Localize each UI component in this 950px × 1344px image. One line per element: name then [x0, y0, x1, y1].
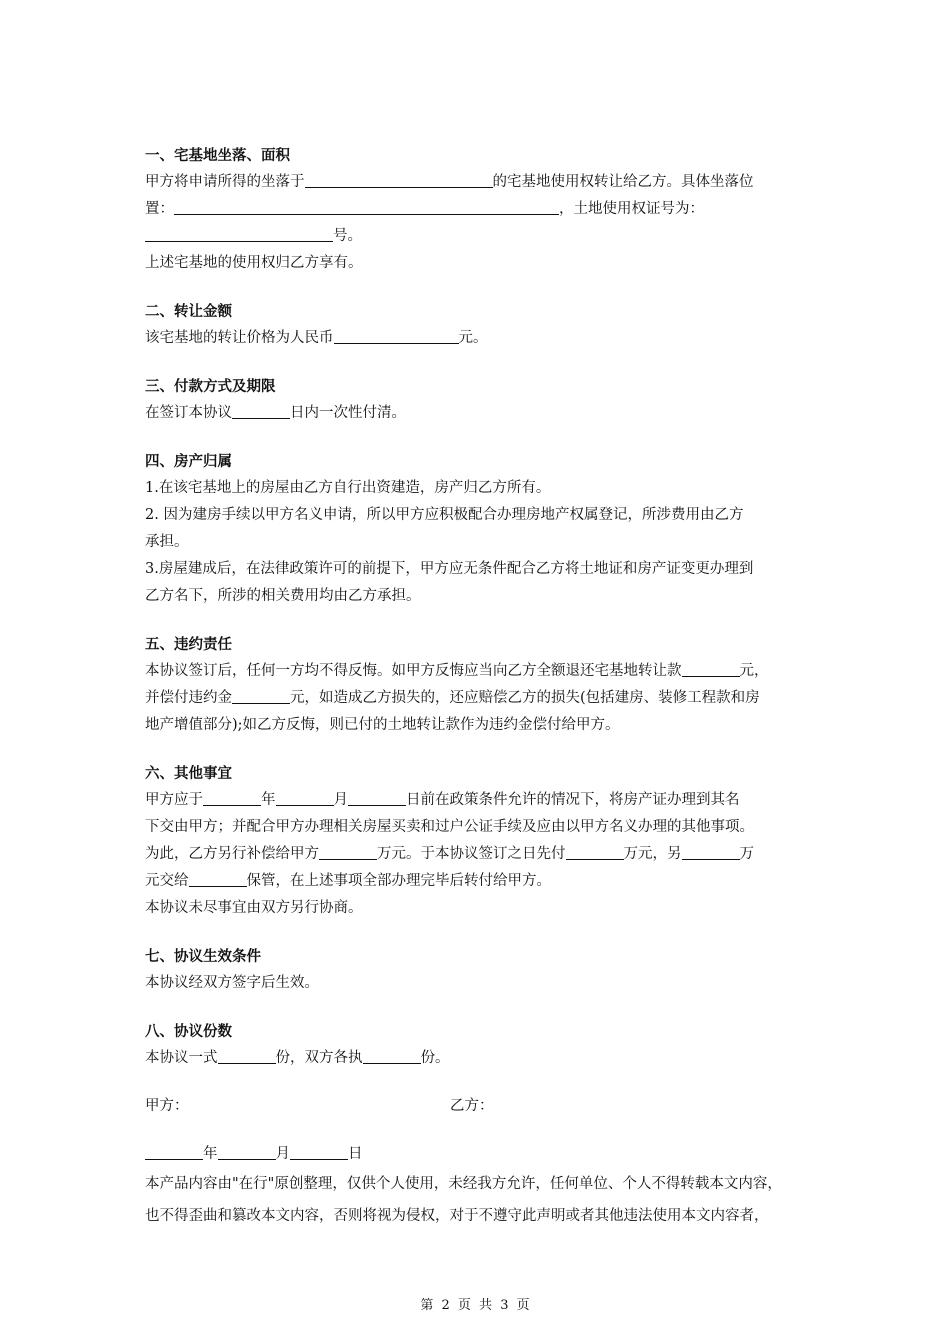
section-8-heading: 八、协议份数 — [145, 1023, 232, 1040]
section-4-heading: 四、房产归属 — [145, 453, 232, 470]
section-8-line-1: 本协议一式 份，双方各执 份。 — [145, 1045, 815, 1072]
section-5-line-1: 本协议签订后，任何一方均不得反悔。如甲方反悔应当向乙方全额退还宅基地转让款 元， — [145, 658, 815, 685]
copyright-notice-line-2: 也不得歪曲和篡改本文内容，否则将视为侵权，对于不遵守此声明或者其他违法使用本文内容者， — [145, 1208, 769, 1224]
section-6-heading: 六、其他事宜 — [145, 765, 232, 782]
section-2-heading: 二、转让金额 — [145, 303, 232, 320]
section-5-line-3: 地产增值部分);如乙方反悔，则已付的土地转让款作为违约金偿付给甲方。 — [145, 717, 620, 733]
payment-days-blank — [232, 402, 290, 419]
page-number: 第 2 页 共 3 页 — [420, 1298, 530, 1313]
section-6-line-1: 甲方应于 年 月 日前在政策条件允许的情况下，将房产证办理到其名 — [145, 787, 815, 814]
price-blank — [334, 327, 459, 344]
sign-year-blank — [145, 1143, 203, 1160]
copies-each-blank — [363, 1047, 421, 1064]
section-1-heading: 一、宅基地坐落、面积 — [145, 147, 290, 164]
agreement-body — [145, 142, 815, 1232]
section-6-line-2: 下交由甲方；并配合甲方办理相关房屋买卖和过户公证手续及应由以甲方名义办理的其他事项。 — [145, 819, 754, 835]
section-3-heading: 三、付款方式及期限 — [145, 378, 276, 395]
first-payment-blank — [566, 843, 624, 860]
sign-date-line: 年 月 日 — [145, 1141, 815, 1168]
deadline-day-blank — [348, 789, 406, 806]
copyright-notice-line-1: 本产品内容由"在行"原创整理，仅供个人使用，未经我方允许，任何单位、个人不得转载本文内容， — [145, 1176, 782, 1192]
section-5-heading: 五、违约责任 — [145, 636, 232, 653]
sign-month-blank — [218, 1143, 276, 1160]
section-5-line-2: 并偿付违约金 元，如造成乙方损失的，还应赔偿乙方的损失(包括建房、装修工程款和房 — [145, 685, 815, 712]
section-4-line-1: 1.在该宅基地上的房屋由乙方自行出资建造，房产归乙方所有。 — [145, 480, 551, 496]
location-blank — [305, 171, 493, 188]
remaining-payment-blank — [682, 843, 740, 860]
section-4-line-2: 2. 因为建房手续以甲方名义申请，所以甲方应积极配合办理房地产权属登记，所涉费用由乙方 — [145, 507, 744, 523]
party-a-label: 甲方： — [145, 1098, 189, 1114]
section-6-line-5: 本协议未尽事宜由双方另行协商。 — [145, 900, 363, 916]
section-6-line-4: 元交给 保管，在上述事项全部办理完毕后转付给甲方。 — [145, 868, 815, 895]
section-7-line-1: 本协议经双方签字后生效。 — [145, 975, 319, 991]
section-4-line-5: 乙方名下，所涉的相关费用均由乙方承担。 — [145, 588, 421, 604]
section-1-line-4: 上述宅基地的使用权归乙方享有。 — [145, 255, 363, 271]
section-4-line-4: 3.房屋建成后，在法律政策许可的前提下，甲方应无条件配合乙方将土地证和房产证变更办理到 — [145, 561, 754, 577]
penalty-amount-blank — [232, 687, 290, 704]
address-blank — [174, 198, 559, 215]
refund-amount-blank — [682, 660, 740, 677]
section-4-line-3: 承担。 — [145, 534, 189, 550]
compensation-blank — [319, 843, 377, 860]
copies-total-blank — [218, 1047, 276, 1064]
certificate-number-blank — [145, 225, 333, 242]
section-6-line-3: 为此，乙方另行补偿给甲方 万元。于本协议签订之日先付 万元，另 万 — [145, 841, 815, 868]
deadline-month-blank — [276, 789, 334, 806]
section-3-line-1: 在签订本协议 日内一次性付清。 — [145, 400, 815, 427]
party-b-label: 乙方： — [450, 1098, 494, 1114]
section-7-heading: 七、协议生效条件 — [145, 948, 261, 965]
deadline-year-blank — [203, 789, 261, 806]
section-1-line-2: 置： ，土地使用权证号为： — [145, 196, 815, 223]
signature-row — [145, 1093, 815, 1120]
section-1-line-3: 号。 — [145, 223, 815, 250]
sign-day-blank — [290, 1143, 348, 1160]
section-1-line-1: 甲方将申请所得的坐落于 的宅基地使用权转让给乙方。具体坐落位 — [145, 169, 815, 196]
custodian-blank — [189, 870, 247, 887]
section-2-line-1: 该宅基地的转让价格为人民币 元。 — [145, 325, 815, 352]
